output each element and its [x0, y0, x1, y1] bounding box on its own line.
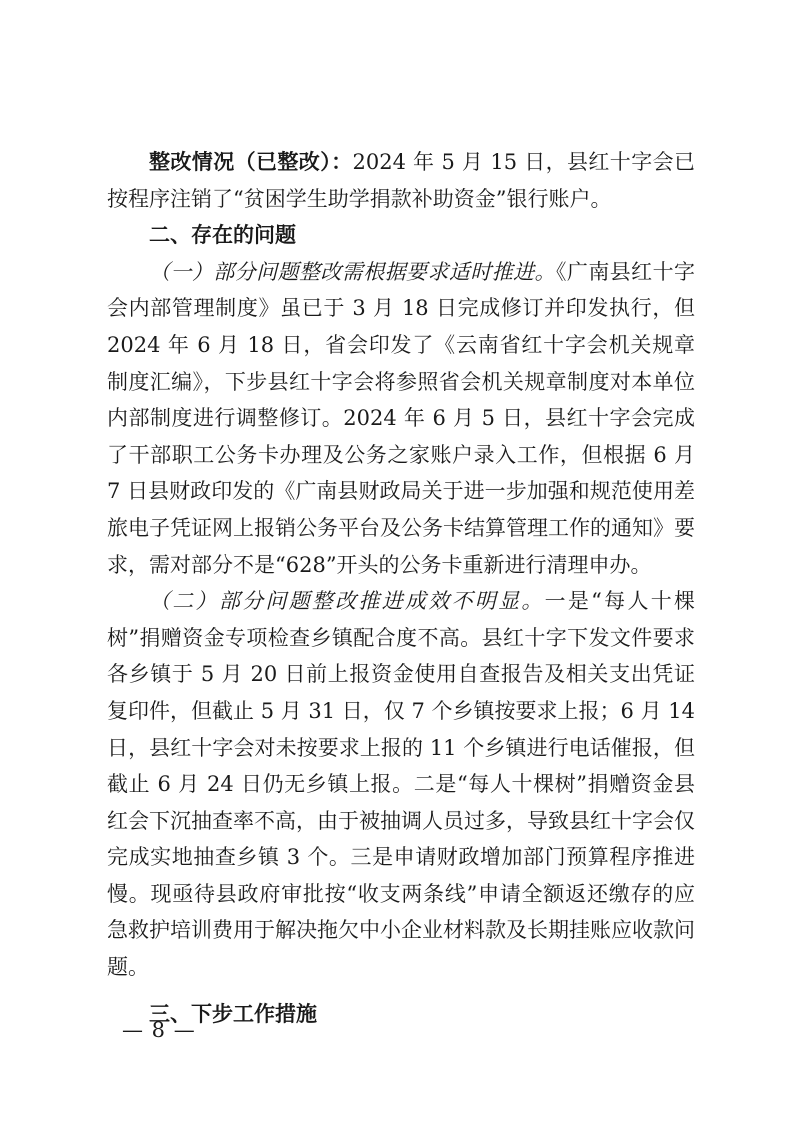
paragraph-rectification-status — [107, 144, 695, 217]
problem-one-lead: （一）部分问题整改需根据要求适时推进。 — [149, 259, 556, 284]
page-number: — 8 — — [122, 1018, 196, 1042]
rectification-status-body: 2024 年 5 月 15 日，县红十字会已按程序注销了“贫困学生助学捐款补助资金”银行账户。 — [107, 150, 695, 211]
section-heading-next-steps: 三、下步工作措施 — [149, 1001, 317, 1026]
document-body — [107, 144, 695, 1032]
problem-two-lead: （二）部分问题整改推进成效不明显。 — [149, 589, 545, 614]
problem-two-body: 一是“每人十棵树”捐赠资金专项检查乡镇配合度不高。县红十字下发文件要求各乡镇于 5 月 20 日前上报资金使用自查报告及相关支出凭证复印件，但截止 5 月 31 日，仅 7 个乡镇按要求上报；6 月 14 日，县红十字会对未按要求上报的 11 个乡镇进行电话催报，但截止 6 月 24 日仍无乡镇上报。二是“每人十棵树”捐赠资金县红会下沉抽查率不高，由于被抽调人员过多，导致县红十字会仅完成实地抽查乡镇 3 个。三是申请财政增加部门预算程序推进慢。现亟待县政府审批按“收支两条线”申请全额返还缴存的应急救护培训费用于解决拖欠中小企业材料款及长期挂账应收款问题。 — [107, 589, 695, 980]
section-heading-existing-problems: 二、存在的问题 — [149, 223, 296, 248]
rectification-status-lead: 整改情况（已整改）： — [149, 150, 353, 174]
problem-one-body: 《广南县红十字会内部管理制度》虽已于 3 月 18 日完成修订并印发执行，但 2024 年 6 月 18 日，省会印发了《云南省红十字会机关规章制度汇编》，下步县红十字会将参照省会机关规章制度对本单位内部制度进行调整修订。2024 年 6 月 5 日，县红十字会完成了干部职工公务卡办理及公务之家账户录入工作，但根据 6 月 7 日县财政印发的《广南县财政局关于进一步加强和规范使用差旅电子凭证网上报销公务平台及公务卡结算管理工作的通知》要求，需对部分不是“628”开头的公务卡重新进行清理申办。 — [107, 259, 696, 577]
paragraph-problem-two — [107, 583, 695, 986]
paragraph-problem-one — [107, 254, 695, 583]
